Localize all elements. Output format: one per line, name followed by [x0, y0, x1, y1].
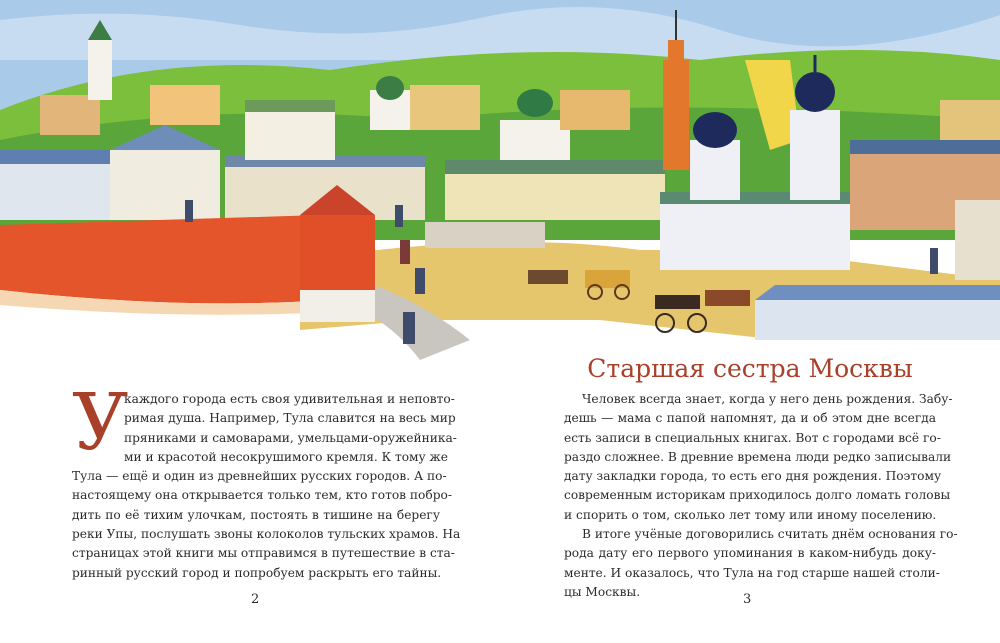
drop-cap: У	[72, 378, 129, 468]
text-line: дату закладки города, то есть его дня рождения. Поэтому	[564, 469, 942, 484]
text-line: Человек всегда знает, когда у него день рождения. Забу-	[582, 392, 953, 406]
text-line: и спорить о том, сколько лет тому или иному поселению.	[564, 507, 937, 522]
text-line: настоящему она открывается только тем, кто готов побро-	[72, 488, 452, 503]
text-line: В итоге учёные договорились считать днём основания го-	[582, 527, 958, 542]
text-line: дить по её тихим улочкам, постоять в тишине на берегу	[72, 507, 440, 522]
kremlin-wall	[0, 215, 330, 303]
text-line: менте. И оказалось, что Тула на год старше нашей столи-	[564, 565, 940, 580]
left-page-text	[72, 390, 461, 583]
text-line: страницах этой книги мы отправимся в путешествие в ста-	[72, 546, 455, 561]
text-line: каждого города есть своя удивительная и неповто-	[124, 392, 455, 406]
trade-rows	[445, 170, 665, 220]
text-line: есть записи в специальных книгах. Вот с городами всё го-	[564, 430, 941, 445]
text-line: Тула — ещё и один из древнейших русских городов. А по-	[72, 469, 447, 484]
lower-right-building	[755, 300, 1000, 340]
text-line: дешь — мама с папой напомнят, да и об этом дне всегда	[564, 411, 936, 426]
page-number: 2	[251, 592, 260, 607]
text-line: цы Москвы.	[564, 584, 641, 599]
text-line: пряниками и самоварами, умельцами-оружейника-	[124, 430, 457, 445]
text-line: римая душа. Например, Тула славится на весь мир	[124, 411, 456, 426]
text-line: ринный русский город и попробуем раскрыть его тайны.	[72, 565, 442, 580]
right-page-text	[564, 390, 958, 602]
text-line: реки Упы, послушать звоны колоколов тульских храмов. На	[72, 527, 461, 542]
page-number: 3	[743, 592, 752, 607]
text-line: рода дату его первого упоминания в каком-нибудь доку-	[564, 546, 936, 561]
text-line: современным историкам приходилось долго ломать головы	[564, 488, 951, 503]
text-line: раздо сложнее. В древние времена люди редко записывали	[564, 449, 952, 464]
text-line: ми и красотой несокрушимого кремля. К тому же	[124, 449, 448, 464]
chapter-title: Старшая сестра Москвы	[587, 354, 913, 383]
